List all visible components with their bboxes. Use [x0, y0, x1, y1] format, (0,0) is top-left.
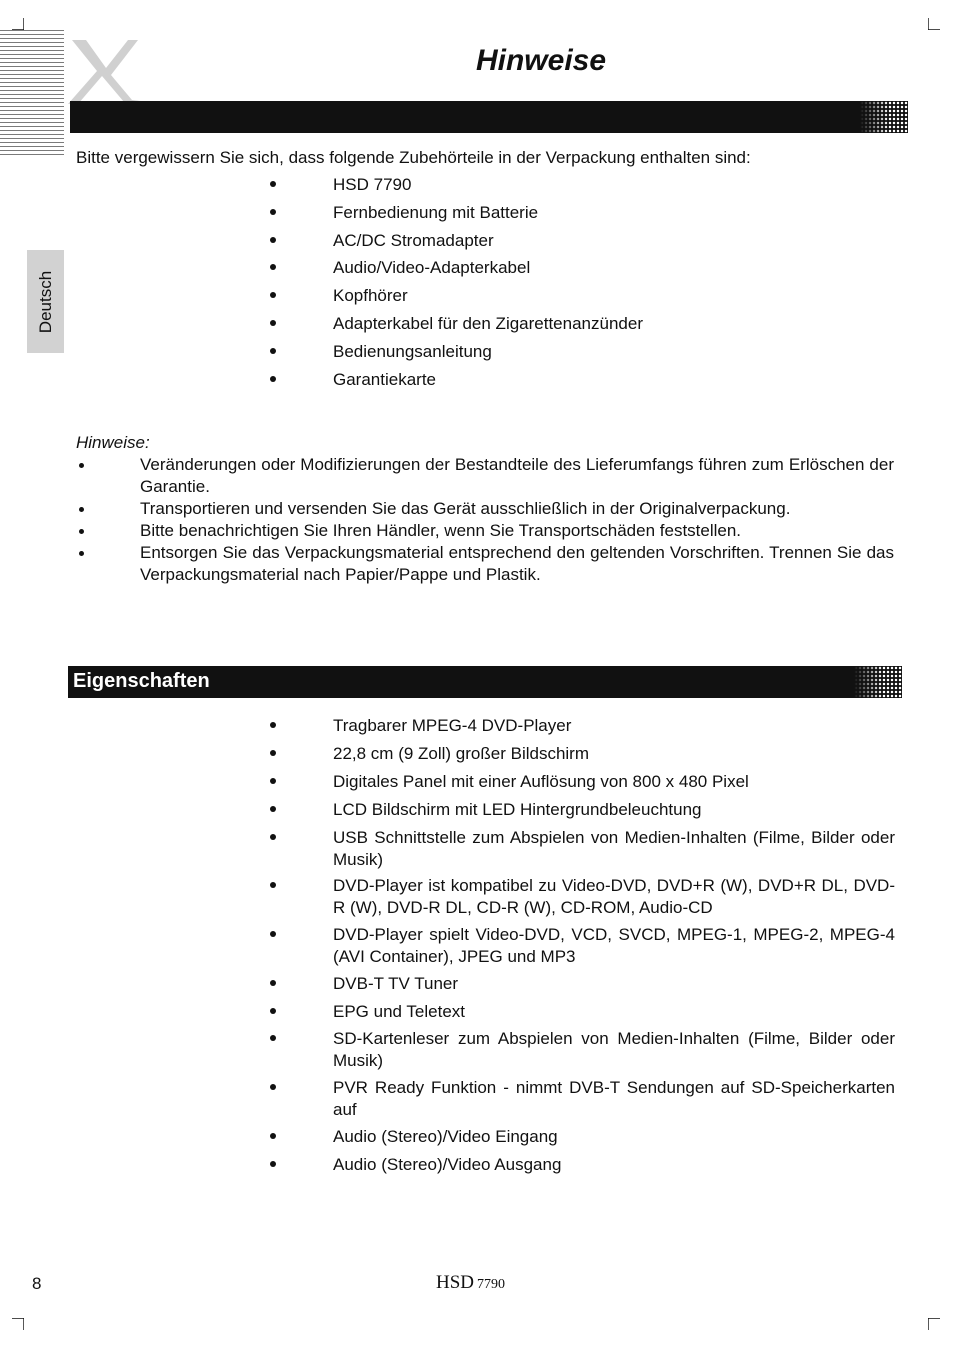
bullet: [270, 209, 276, 215]
feature-item: PVR Ready Funktion - nimmt DVB-T Sendungen auf SD-Speicherkarten auf: [333, 1078, 895, 1119]
bullet: [270, 264, 276, 270]
crop-mark-bottom-right: [928, 1318, 940, 1330]
header-bar-dot-pattern: [860, 101, 908, 133]
accessory-item: Bedienungsanleitung: [333, 342, 492, 361]
crop-mark-top-right: [928, 18, 940, 30]
feature-item: Tragbarer MPEG-4 DVD-Player: [333, 716, 572, 735]
feature-item: Audio (Stereo)/Video Eingang: [333, 1127, 558, 1146]
bullet: [270, 750, 276, 756]
bullet: [270, 778, 276, 784]
bullet: [79, 463, 84, 468]
accessory-item: Kopfhörer: [333, 286, 408, 305]
bullet: [270, 806, 276, 812]
bullet: [79, 551, 84, 556]
accessory-item: Garantiekarte: [333, 370, 436, 389]
features-bar-dot-pattern: [854, 666, 902, 698]
bullet: [79, 529, 84, 534]
page-number: 8: [32, 1274, 42, 1293]
feature-item: DVD-Player ist kompatibel zu Video-DVD, DVD+R (W), DVD+R DL, DVD-R (W), DVD-R DL, CD-R (W), CD-ROM, Audio-CD: [333, 876, 895, 917]
header-bar: [70, 101, 908, 133]
note-item: Transportieren und versenden Sie das Gerät ausschließlich in der Originalverpackung.: [140, 499, 791, 518]
bullet: [270, 1035, 276, 1041]
bullet: [270, 376, 276, 382]
bullet: [79, 507, 84, 512]
accessory-item: Audio/Video-Adapterkabel: [333, 258, 531, 277]
bullet: [270, 237, 276, 243]
feature-item: Audio (Stereo)/Video Ausgang: [333, 1155, 562, 1174]
accessory-item: HSD 7790: [333, 175, 412, 194]
bullet: [270, 722, 276, 728]
bullet: [270, 181, 276, 187]
language-side-tab: [27, 250, 64, 353]
feature-item: DVB-T TV Tuner: [333, 974, 459, 993]
crop-mark-top-left: [12, 18, 24, 30]
feature-item: SD-Kartenleser zum Abspielen von Medien-Inhalten (Filme, Bilder oder Musik): [333, 1029, 895, 1070]
note-item: Veränderungen oder Modifizierungen der Bestandteile des Lieferumfangs führen zum Erlöschen der Garantie.: [140, 455, 894, 496]
notes-heading: Hinweise:: [76, 433, 150, 452]
bullet: [270, 980, 276, 986]
accessory-item: Adapterkabel für den Zigarettenanzünder: [333, 314, 643, 333]
bullet: [270, 348, 276, 354]
features-heading: Eigenschaften: [73, 670, 210, 692]
feature-item: EPG und Teletext: [333, 1002, 465, 1021]
footer-model-logo: [436, 1272, 505, 1294]
bullet: [270, 320, 276, 326]
note-item: Entsorgen Sie das Verpackungsmaterial entsprechend den geltenden Vorschriften. Trennen Sie das Verpackungsmaterial nach Papier/Pappe und Plastik.: [140, 543, 894, 584]
feature-item: DVD-Player spielt Video-DVD, VCD, SVCD, MPEG-1, MPEG-2, MPEG-4 (AVI Container), JPEG und MP3: [333, 925, 895, 966]
bullet: [270, 834, 276, 840]
footer-model-number: 7790: [477, 1277, 506, 1292]
features-section-bar: [68, 666, 902, 698]
bullet: [270, 931, 276, 937]
bullet: [270, 1133, 276, 1139]
bullet: [270, 882, 276, 888]
feature-item: USB Schnittstelle zum Abspielen von Medien-Inhalten (Filme, Bilder oder Musik): [333, 828, 895, 869]
crop-mark-bottom-left: [12, 1318, 24, 1330]
language-side-tab-label: Deutsch: [35, 270, 55, 333]
bullet: [270, 1084, 276, 1090]
bullet: [270, 1008, 276, 1014]
accessory-item: AC/DC Stromadapter: [333, 231, 494, 250]
feature-item: 22,8 cm (9 Zoll) großer Bildschirm: [333, 744, 590, 763]
feature-item: LCD Bildschirm mit LED Hintergrundbeleuchtung: [333, 800, 702, 819]
page-title: Hinweise: [475, 44, 607, 77]
bullet: [270, 1161, 276, 1167]
accessory-item: Fernbedienung mit Batterie: [333, 203, 539, 222]
bullet: [270, 292, 276, 298]
footer-model-name: HSD: [436, 1272, 475, 1293]
feature-item: Digitales Panel mit einer Auflösung von 800 x 480 Pixel: [333, 772, 749, 791]
intro-text: Bitte vergewissern Sie sich, dass folgende Zubehörteile in der Verpackung enthalten sind:: [76, 148, 751, 167]
note-item: Bitte benachrichtigen Sie Ihren Händler, wenn Sie Transportschäden feststellen.: [140, 521, 742, 540]
